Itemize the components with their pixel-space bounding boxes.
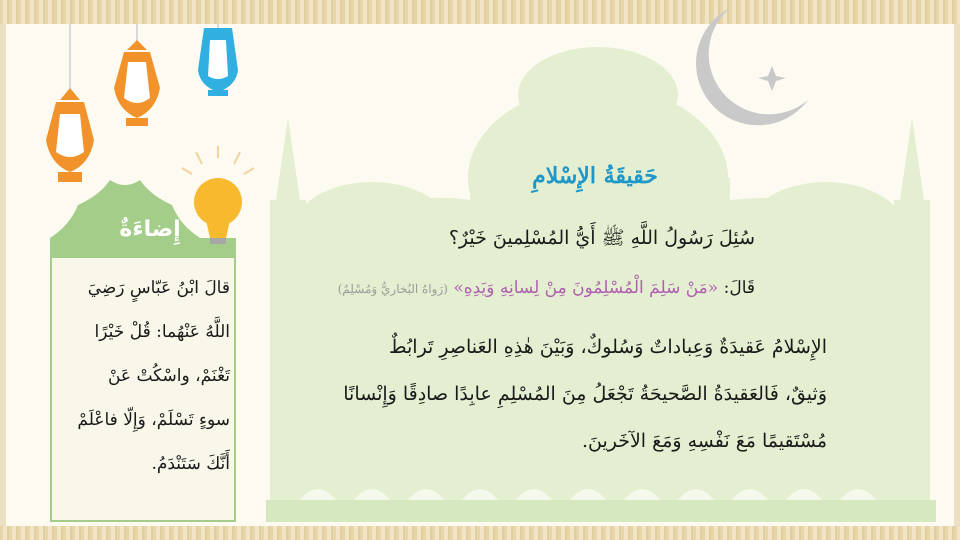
bottom-frame-border	[0, 526, 960, 540]
sidebox-title: إِضاءَةٌ	[119, 217, 181, 242]
paragraph-line: وَثيقٌ، فَالعَقيدَةُ الصَّحيحَةُ تَجْعَلُ مِنَ المُسْلِمِ عابِدًا صادِقًا وَإِنْسانًا	[343, 383, 827, 405]
sidebox-line: أَنَّكَ سَتَنْدَمُ.	[151, 454, 230, 474]
crescent-moon-icon	[690, 8, 820, 138]
hadith-line	[338, 278, 755, 298]
hadith-quote: «مَنْ سَلِمَ الْمُسْلِمُونَ مِنْ لِسانِهِ وَيَدِهِ»	[453, 278, 719, 298]
star-icon	[758, 66, 786, 91]
sidebox-line: قالَ ابْنُ عَبّاسٍ رَضِيَ	[87, 278, 230, 298]
answer-intro: قَالَ:	[723, 278, 755, 298]
lesson-paragraph	[237, 324, 827, 465]
paragraph-line: مُسْتَقيمًا مَعَ نَفْسِهِ وَمَعَ الآخَرينَ.	[581, 430, 827, 452]
hadith-source: (رَواهُ البُخاريُّ وَمُسْلِمٌ)	[337, 282, 448, 296]
lesson-title: حَقيقَةُ الإِسْلامِ	[532, 163, 658, 189]
sidebox-line: اللَّهُ عَنْهُما: قُلْ خَيْرًا	[94, 322, 230, 342]
paragraph-line: الإِسْلامُ عَقيدَةٌ وَعِباداتٌ وَسُلوكٌ، وَبَيْنَ هٰذِهِ العَناصِرِ تَرابُطٌ	[388, 336, 827, 358]
sidebox-line: تَغْنَمْ، واسْكُتْ عَنْ	[107, 366, 230, 386]
sidebox-text	[58, 266, 230, 486]
sidebox-line: سوءٍ تَسْلَمْ، وَإِلّا فاعْلَمْ	[77, 410, 230, 430]
question-line: سُئِلَ رَسُولُ اللَّهِ ﷺ أَيُّ المُسْلِمينَ خَيْرٌ؟	[448, 227, 755, 249]
